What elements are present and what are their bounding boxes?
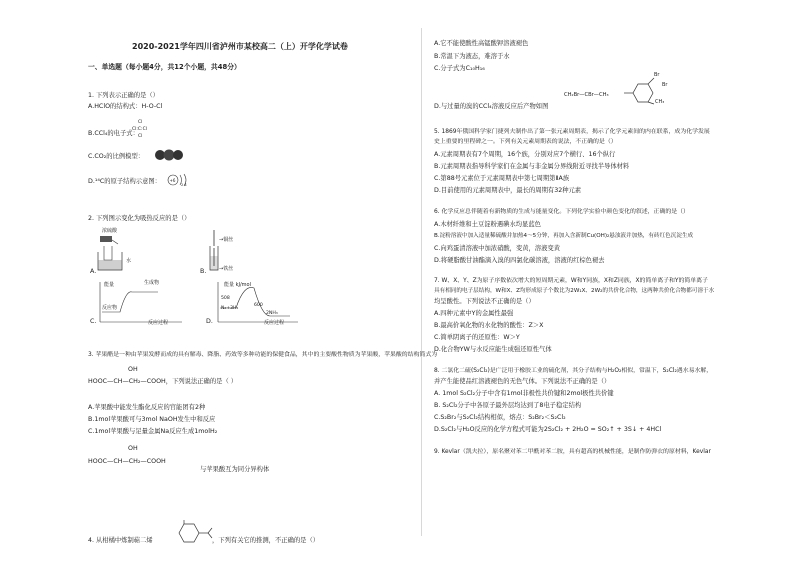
question-8-option-a: A. 1mol S₂Cl₂分子中含有1mol非极性共价键和2mol极性共价键 <box>434 390 614 397</box>
question-7-line-2: 具有相同的电子层结构，W和X、Z均形成原子个数比为2W₁X、2W₂的共价化合物，这两种共价化合物都可溶于水 <box>434 288 715 294</box>
question-7-line-3: 均呈酸性。下列说法不正确的是（） <box>434 298 535 305</box>
co2-model-icon <box>154 148 184 162</box>
label-product: 生成物 <box>144 280 160 286</box>
question-8-line-2: 并产生能使品红溶液褪色的无色气体。下列说法不正确的是（） <box>434 378 611 385</box>
label-energy-d: 能量 kJ/mol <box>224 282 251 288</box>
question-4-option-a: A.它不能使酸性高锰酸钾溶液褪色 <box>434 40 529 47</box>
question-5-option-d: D.目前使用的元素周期表中，最长的周期有32种元素 <box>434 187 582 194</box>
q4-d-ch3: CH₃ <box>655 99 665 105</box>
question-8-option-c: C.S₂Br₂与S₂Cl₂结构相似，熔点：S₂Br₂＜S₂Cl₂ <box>434 414 566 421</box>
question-6-stem: 6. 化学反应总伴随着有新物质的生成与能量变化。下列化学实验中颜色变化的叙述，正确的是（） <box>434 209 689 215</box>
question-5-option-a: A.元素周期表有7个周期，16个族，分别对应7个横行、16个纵行 <box>434 151 616 158</box>
question-3-stem: 3. 苹果醋是一种由苹果发酵而成的具有解毒、降脂、药效等多种功能的保健食品，其中的主要酸性物质为苹果酸，苹果酸的结构简式为 <box>88 352 438 358</box>
question-1-option-a: A.HClO的结构式：H-O-Cl <box>88 103 163 110</box>
question-8-line-1: 8. 二氯化二硫(S₂Cl₂)是广泛用于橡胶工业的硫化剂，其分子结构与H₂O₂相似，常温下，S₂Cl₂遇水易水解， <box>434 368 713 374</box>
question-4-stem: 4. 从柑橘中炼制萜二烯 <box>88 537 153 544</box>
q3-formula: HOOC—CH—CH₂—COOH，下列说法正确的是（ ） <box>88 378 238 385</box>
question-6-option-d: D.将硬脂酸甘油酯滴入溴的四氯化碳溶液，溶液的红棕色褪去 <box>434 257 605 264</box>
question-7-line-1: 7. W、X、Y、Z为原子序数依次增大的短周期元素，W和Y同族，X和Z同族，X的简单离子和Y的简单离子 <box>434 278 708 284</box>
ccl4-bottom: Cl <box>138 134 143 139</box>
q2-option-d: D. <box>206 318 213 325</box>
question-3-option-a: A.苹果酸中能发生酯化反应的官能团有2种 <box>88 404 206 411</box>
label-energy-c: 能量 <box>104 282 115 288</box>
q3-d-formula: HOOC—CH—CH₂—COOH <box>88 458 166 465</box>
question-5-line-2: 史上重要的里程碑之一。下列有关元素周期表的说法，不正确的是（） <box>434 139 617 145</box>
question-3-option-c: C.1mol苹果酸与足量金属Na反应生成1molH₂ <box>88 428 218 435</box>
label-water: 水 <box>126 258 132 264</box>
question-6-option-a: A.木材纤维和土豆淀粉遇碘水均显蓝色 <box>434 221 541 228</box>
q3-d-oh: OH <box>128 445 138 452</box>
question-7-option-c: C.简单阴离子的还原性：W＞Y <box>434 334 520 341</box>
shell-electrons: 2 4 <box>181 183 187 187</box>
label-2nh3: 2NH₃ <box>266 311 278 316</box>
question-7-option-b: B.最高价氧化物的水化物的酸性：Z＞X <box>434 322 544 329</box>
q2-option-a: A. <box>90 268 97 275</box>
question-2-stem: 2. 下列图示变化为吸热反应的是（） <box>88 215 191 222</box>
label-process-d: 反应过程 <box>264 320 285 326</box>
label-n2-3h2: N₂+3H₂ <box>221 306 239 311</box>
section-heading: 一、单选题（每小题4分，共12个小题，共48分） <box>88 63 241 71</box>
q2-option-b: B. <box>200 268 207 275</box>
label-508: 508 <box>221 296 230 301</box>
q4-d-formula: CH₂Br—CBr—CH₃ <box>564 92 609 98</box>
question-4-option-b: B.常温下为液态，难溶于水 <box>434 53 510 60</box>
question-4-option-c: C.分子式为C₁₀H₁₆ <box>434 65 485 72</box>
question-8-option-d: D.S₂Cl₂与H₂O反应的化学方程式可能为2S₂Cl₂ + 2H₂O = SO₂↑ + 3S↓ + 4HCl <box>434 426 662 433</box>
q2-option-c: C. <box>90 318 97 325</box>
question-7-option-d: D.化合物YW与水反应能生成强还原性气体 <box>434 346 552 353</box>
ccl4-mid: Cl:C:Cl <box>132 127 147 132</box>
nucleus-label: +6 <box>169 178 176 183</box>
question-1-option-d: D.¹⁴C的原子结构示意图： <box>88 178 161 185</box>
q4-d-br-1: Br <box>654 72 660 78</box>
label-conc-sulfuric: 浓硫酸 <box>102 228 118 234</box>
question-7-option-a: A.四种元素中Y的金属性最强 <box>434 310 514 317</box>
question-3-option-b: B.1mol苹果酸可与3mol NaOH发生中和反应 <box>88 416 216 423</box>
q4-d-br-2: Br <box>662 82 668 88</box>
q3-d-tail: 与苹果酸互为同分异构体 <box>200 466 270 473</box>
question-6-option-b: B.淀粉溶液中加入适量稀硫酸并加热4～5分钟，再加入含新制Cu(OH)₂悬浊液并加热，有砖红色沉淀生成 <box>434 233 694 239</box>
label-600: 600 <box>254 303 263 308</box>
question-1-stem: 1. 下列表示正确的是（） <box>88 92 159 99</box>
question-6-option-c: C.向鸡蛋清溶液中加浓硝酸，变黄，溶液变黄 <box>434 245 561 252</box>
label-reactant: 反应物 <box>102 305 118 311</box>
right-column <box>434 0 774 562</box>
left-column <box>88 0 438 562</box>
page-title: 2020-2021学年四川省泸州市某校高二（上）开学化学试卷 <box>132 42 348 51</box>
question-1-option-c: C.CO₂的比例模型： <box>88 153 145 160</box>
ccl4-top: Cl <box>138 120 143 125</box>
terpene-structure-icon <box>166 518 214 548</box>
label-process-c: 反应过程 <box>148 320 169 326</box>
question-8-option-b: B. S₂Cl₂分子中各原子最外层均达到了8电子稳定结构 <box>434 402 582 409</box>
question-4-stem-tail: ，下列有关它的推测，不正确的是（） <box>212 537 320 544</box>
q3-formula-oh: OH <box>128 366 138 373</box>
question-9-line-1: 9. Kevlar（凯夫拉），原名聚对苯二甲酰对苯二胺，具有超高的机械性能，是制作防弹衣的原材料，Kevlar <box>434 449 711 455</box>
q4-d-ring-structure <box>624 72 680 112</box>
question-5-line-1: 5. 1869年俄国科学家门捷列夫制作出了第一张元素周期表，揭示了化学元素间的内在联系，成为化学发展 <box>434 129 710 135</box>
question-5-option-b: B.元素周期表指导科学家们在金属与非金属分界线附近寻找半导体材料 <box>434 163 630 170</box>
label-iron-wire: →铁丝 <box>219 266 234 272</box>
label-copper-wire: →铜丝 <box>219 237 234 243</box>
question-5-option-c: C.第88号元素位于元素周期表中第七周期第ⅡA族 <box>434 175 570 182</box>
question-4-option-d: D.与过量的溴的CCl₄溶液反应后产物如图 <box>434 103 549 110</box>
question-1-option-b: B.CCl₄的电子式： <box>88 130 139 137</box>
